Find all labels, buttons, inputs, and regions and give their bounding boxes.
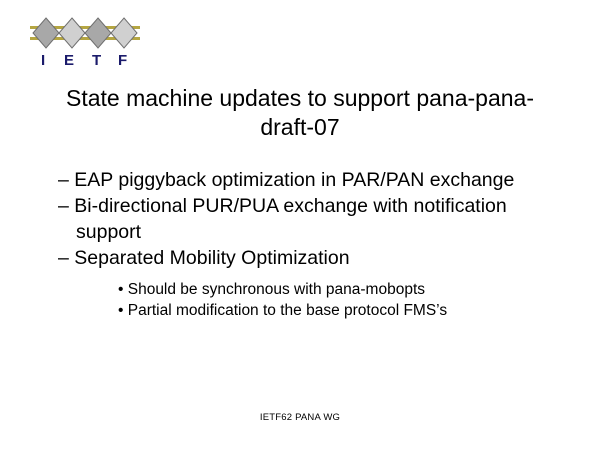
bullet-text: Bi-directional PUR/PUA exchange with notification support xyxy=(74,194,507,243)
bullet-marker: – xyxy=(58,169,75,191)
bullet-marker: • xyxy=(118,280,128,298)
bullet-level1-3 xyxy=(58,246,558,272)
bullet-level1-2 xyxy=(58,194,558,246)
bullet-marker: • xyxy=(118,302,128,320)
bullet-level1-1 xyxy=(58,168,558,194)
bullet-marker: – xyxy=(58,194,75,217)
bullet-text: Should be synchronous with pana-mobopts xyxy=(127,280,426,298)
logo-letter-t: T xyxy=(92,52,102,68)
bullet-level2-1 xyxy=(58,279,558,300)
bullet-text: Partial modification to the base protocol FMS’s xyxy=(127,302,448,320)
bullet-marker: – xyxy=(58,246,75,269)
bullet-text: EAP piggyback optimization in PAR/PAN exchange xyxy=(74,169,515,191)
logo-letter-i: I xyxy=(41,52,46,68)
bullet-level2-2 xyxy=(58,300,558,321)
logo-letter-e: E xyxy=(64,52,75,68)
bullet-text: Separated Mobility Optimization xyxy=(74,246,350,269)
ietf-logo xyxy=(24,10,146,68)
sub-bullet-group xyxy=(58,279,558,322)
slide-title: State machine updates to support pana-pana-draft-07 xyxy=(66,85,534,141)
slide-body xyxy=(58,168,558,321)
slide-footer: IETF62 PANA WG xyxy=(259,412,341,423)
logo-letter-f: F xyxy=(118,52,128,68)
